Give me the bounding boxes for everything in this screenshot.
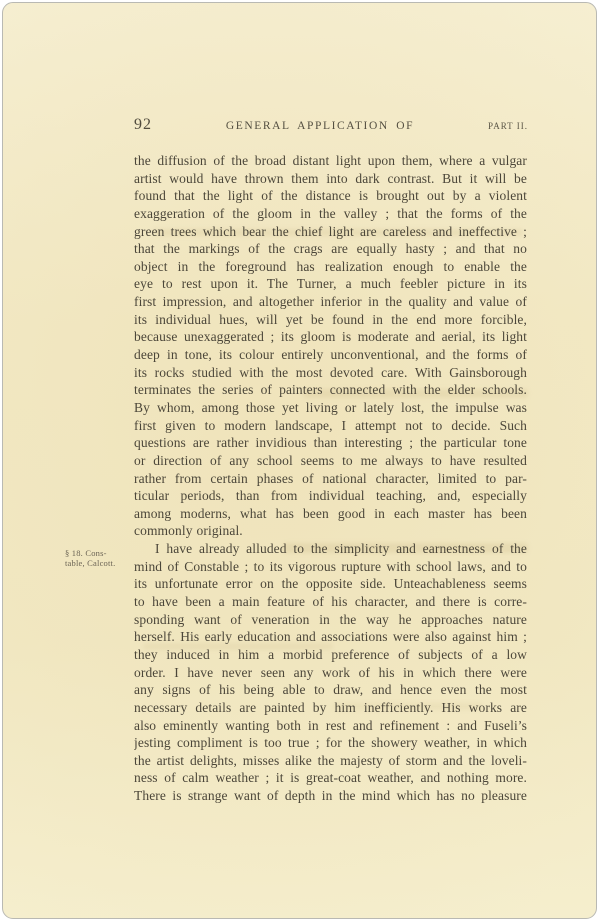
margin-note-line: table, Calcott.: [65, 558, 116, 568]
part-label: PART II.: [488, 121, 528, 131]
body-text-line: exaggeration of the gloom in the valley ; that the forms of the: [134, 205, 527, 221]
body-text-line: the artist delights, misses alike the majesty of storm and the loveli-: [134, 752, 527, 768]
body-text-line: necessary details are painted by him inefficiently. His works are: [134, 699, 527, 715]
body-text: [134, 152, 527, 805]
margin-note-line: § 18. Cons-: [65, 548, 107, 558]
body-text-line: any signs of his being able to draw, and hence even the most: [134, 682, 527, 698]
running-header: [134, 116, 528, 134]
body-text-line: its unfortunate error on the opposite side. Unteachableness seems: [134, 576, 527, 592]
body-text-line: first given to modern landscape, I attempt not to decide. Such: [134, 417, 527, 433]
body-text-line: sponding want of veneration in the way he approaches nature: [134, 611, 527, 627]
body-text-line: mind of Constable ; to its vigorous rupture with school laws, and to: [134, 558, 527, 574]
body-text-line: its individual hues, will yet be found in the end more forcible,: [134, 311, 527, 327]
running-title: GENERAL APPLICATION OF: [225, 120, 415, 132]
body-text-line: commonly original.: [134, 523, 243, 539]
page-paper: [2, 2, 597, 919]
body-text-line: jesting compliment is too true ; for the showery weather, in which: [134, 735, 527, 751]
body-text-line: order. I have never seen any work of his in which there were: [134, 664, 527, 680]
body-text-line: deep in tone, its colour entirely unconventional, and the forms of: [134, 347, 527, 363]
body-text-line: ness of calm weather ; it is great-coat weather, and nothing more.: [134, 770, 527, 786]
body-text-line: the diffusion of the broad distant light upon them, where a vulgar: [134, 153, 527, 168]
body-text-line: questions are rather invidious than interesting ; the particular tone: [134, 435, 527, 451]
page-number: 92: [134, 116, 152, 133]
body-text-line: they induced in him a morbid preference of subjects of a low: [134, 646, 527, 662]
body-text-line: also eminently wanting both in rest and refinement : and Fuseli’s: [134, 717, 527, 733]
body-text-line: herself. His early education and associations were also against him ;: [134, 629, 527, 645]
margin-note: [65, 548, 137, 568]
body-text-line: because unexaggerated ; its gloom is moderate and aerial, its light: [134, 329, 527, 345]
body-text-line: its rocks studied with the most devoted care. With Gainsborough: [134, 364, 527, 380]
body-text-line: that the markings of the crags are equally hasty ; and that no: [134, 241, 527, 257]
body-text-line: There is strange want of depth in the mind which has no pleasure: [134, 788, 527, 804]
body-text-line: eye to rest upon it. The Turner, a much feebler picture in its: [134, 276, 527, 292]
body-text-line: ticular periods, than from individual teaching, and, especially: [134, 488, 527, 504]
body-text-line: green trees which bear the chief light are careless and ineffective ;: [134, 223, 527, 239]
body-text-line: found that the light of the distance is brought out by a violent: [134, 188, 527, 204]
body-text-line: object in the foreground has realization enough to enable the: [134, 258, 527, 274]
body-text-line: I have already alluded to the simplicity and earnestness of the: [155, 541, 527, 557]
body-text-line: to have been a main feature of his character, and there is corre-: [134, 594, 527, 610]
body-text-line: By whom, among those yet living or lately lost, the impulse was: [134, 399, 527, 415]
body-text-line: artist would have thrown them into dark contrast. But it will be: [134, 170, 527, 186]
body-text-line: rather from certain phases of national character, limited to par-: [134, 470, 527, 486]
body-text-line: first impression, and altogether inferior in the quality and value of: [134, 294, 527, 310]
body-text-line: or direction of any school seems to me always to have resulted: [134, 452, 527, 468]
body-text-line: among moderns, what has been good in each master has been: [134, 505, 527, 521]
body-text-line: terminates the series of painters connected with the elder schools.: [134, 382, 527, 398]
